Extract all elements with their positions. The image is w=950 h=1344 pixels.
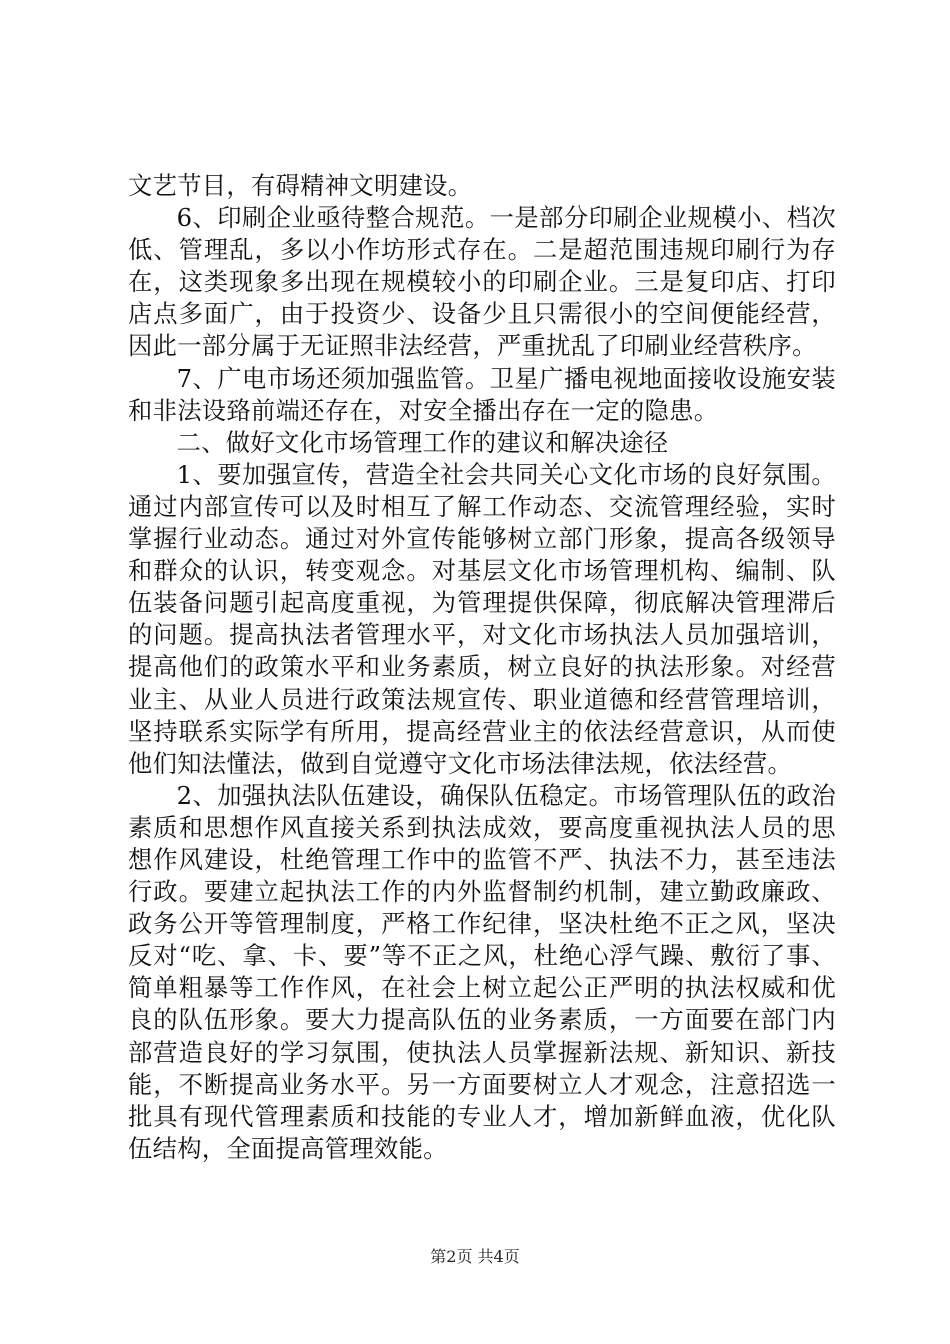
page-number-footer: 第2页 共4页: [430, 1247, 520, 1266]
paragraph: 2、加强执法队伍建设，确保队伍稳定。市场管理队伍的政治素质和思想作风直接关系到执法成效，要高度重视执法人员的思想作风建设，杜绝管理工作中的监管不严、执法不力，甚至违法行政。要建立起执法工作的内外监督制约机制，建立勤政廉政、政务公开等管理制度，严格工作纪律，坚决杜绝不正之风，坚决反对“吃、拿、卡、要”等不正之风，杜绝心浮气躁、敷衍了事、简单粗暴等工作作风，在社会上树立起公正严明的执法权威和优良的队伍形象。要大力提高队伍的业务素质，一方面要在部门内部营造良好的学习氛围，使执法人员掌握新法规、新知识、新技能，不断提高业务水平。另一方面要树立人才观念，注意招选一批具有现代管理素质和技能的专业人才，增加新鲜血液，优化队伍结构，全面提高管理效能。: [128, 780, 836, 1163]
paragraph: 7、广电市场还须加强监管。卫星广播电视地面接收设施安装和非法设臵前端还存在，对安全播出存在一定的隐患。: [128, 363, 836, 425]
paragraph: 6、印刷企业亟待整合规范。一是部分印刷企业规模小、档次低、管理乱，多以小作坊形式存在。二是超范围违规印刷行为存在，这类现象多出现在规模较小的印刷企业。三是复印店、打印店点多面广，由于投资少、设备少且只需很小的空间便能经营，因此一部分属于无证照非法经营，严重扰乱了印刷业经营秩序。: [128, 203, 836, 361]
paragraph: 1、要加强宣传，营造全社会共同关心文化市场的良好氛围。通过内部宣传可以及时相互了解工作动态、交流管理经验，实时掌握行业动态。通过对外宣传能够树立部门形象，提高各级领导和群众的认识，转变观念。对基层文化市场管理机构、编制、队伍装备问题引起高度重视，为管理提供保障，彻底解决管理滞后的问题。提高执法者管理水平，对文化市场执法人员加强培训，提高他们的政策水平和业务素质，树立良好的执法形象。对经营业主、从业人员进行政策法规宣传、职业道德和经营管理培训，坚持联系实际学有所用，提高经营业主的依法经营意识，从而使他们知法懂法，做到自觉遵守文化市场法律法规，依法经营。: [128, 459, 836, 778]
paragraph: 文艺节目，有碍精神文明建设。: [128, 171, 473, 200]
section-heading: 二、做好文化市场管理工作的建议和解决途径: [176, 427, 669, 457]
document-body: [128, 170, 836, 1165]
